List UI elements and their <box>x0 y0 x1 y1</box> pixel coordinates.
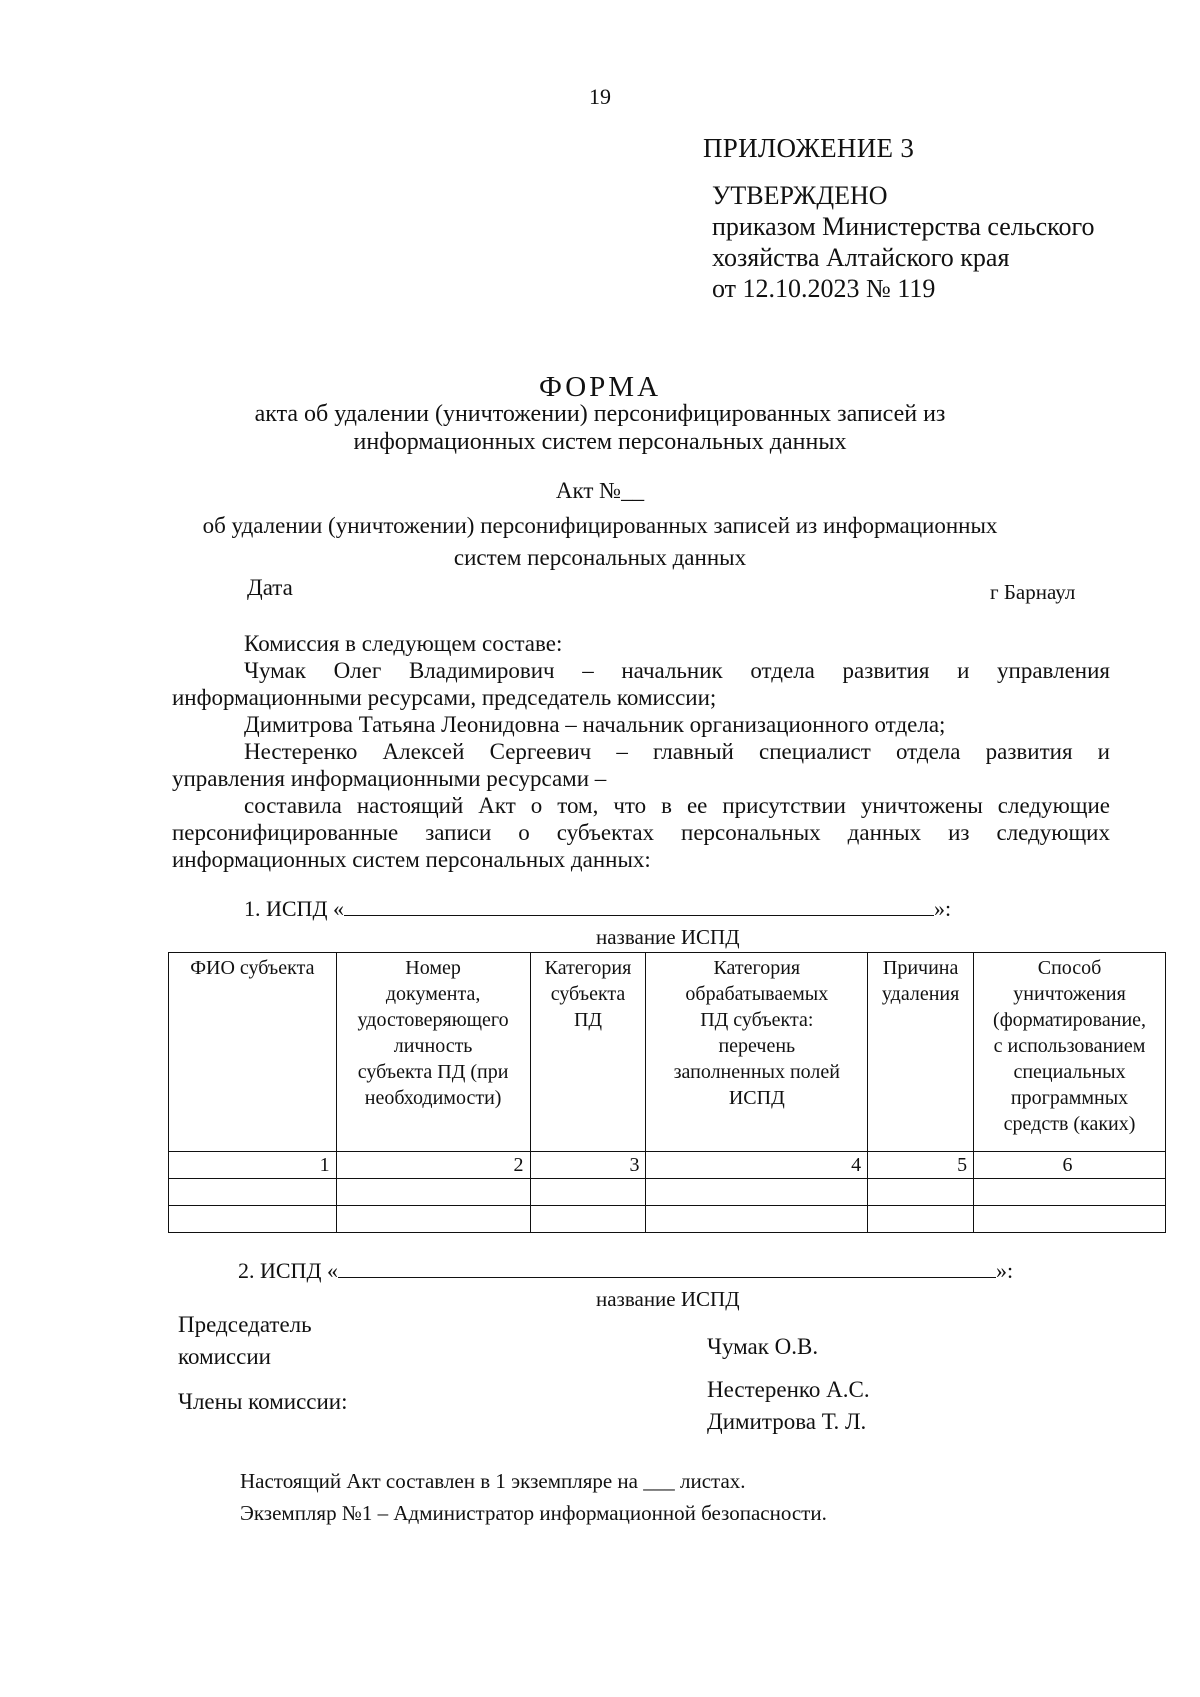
table-cell[interactable] <box>646 1206 868 1233</box>
approved-heading: УТВЕРЖДЕНО <box>712 181 888 210</box>
form-title: ФОРМА <box>538 371 662 403</box>
form-subtitle-line: информационных систем персональных данных <box>353 429 847 455</box>
page-number: 19 <box>589 84 611 109</box>
header-cell-data-category: Категория обрабатываемых ПД субъекта: перечень заполненных полей ИСПД <box>646 953 868 1152</box>
ispd-1-line <box>244 895 951 922</box>
commission-intro: Комиссия в следующем составе: <box>244 631 563 656</box>
ispd-1-name-field[interactable] <box>344 895 934 916</box>
table-cell[interactable] <box>169 1206 337 1233</box>
act-subtitle-line: об удалении (уничтожении) персонифицированных записей из информационных <box>202 513 998 538</box>
member3-line: Нестеренко Алексей Сергеевич – главный специалист отдела развития и <box>244 739 1110 764</box>
act-number: Акт №__ <box>555 478 645 503</box>
column-number: 2 <box>336 1152 530 1179</box>
member-name: Димитрова Т. Л. <box>707 1409 867 1434</box>
table-cell[interactable] <box>336 1206 530 1233</box>
ispd-1-suffix: »: <box>933 896 952 921</box>
date-label: Дата <box>247 575 293 600</box>
column-number: 4 <box>646 1152 868 1179</box>
ispd-2-caption: название ИСПД <box>596 1287 740 1311</box>
header-cell-subject-category: Категория субъекта ПД <box>530 953 646 1152</box>
header-cell-destruction-method: Способ уничтожения (форматирование, с использованием специальных программных средств (каких) <box>974 953 1166 1152</box>
member3-line-rest: управления информационными ресурсами – <box>172 766 607 791</box>
table-cell[interactable] <box>646 1179 868 1206</box>
header-cell-deletion-reason: Причина удаления <box>868 953 974 1152</box>
table-header-row <box>169 953 1166 1152</box>
column-number: 6 <box>974 1152 1166 1179</box>
table-cell[interactable] <box>868 1206 974 1233</box>
form-subtitle-line: акта об удалении (уничтожении) персонифицированных записей из <box>254 401 946 427</box>
ispd-2-prefix: 2. ИСПД « <box>238 1258 338 1283</box>
chairman-label-line: комиссии <box>178 1344 271 1369</box>
member2-line: Димитрова Татьяна Леонидовна – начальник организационного отдела; <box>244 712 946 737</box>
chairman-label <box>178 1309 312 1373</box>
ispd-1-prefix: 1. ИСПД « <box>244 896 344 921</box>
chairman-label-line: Председатель <box>178 1312 312 1337</box>
table-cell[interactable] <box>868 1179 974 1206</box>
table-cell[interactable] <box>530 1179 646 1206</box>
act-subtitle <box>0 510 1200 574</box>
appendix-label: ПРИЛОЖЕНИЕ 3 <box>703 133 915 163</box>
approved-line: хозяйства Алтайского края <box>712 243 1010 272</box>
members-label: Члены комиссии: <box>178 1389 348 1414</box>
header-cell-document-number: Номер документа, удостоверяющего личность субъекта ПД (при необходимости) <box>336 953 530 1152</box>
table-cell[interactable] <box>974 1179 1166 1206</box>
ispd-2-line <box>238 1257 1013 1284</box>
ispd-1-caption: название ИСПД <box>596 925 740 949</box>
act-subtitle-line: систем персональных данных <box>453 545 747 570</box>
member1-line: Чумак Олег Владимирович – начальник отдела развития и управления <box>244 658 1110 683</box>
member1-line-rest: информационными ресурсами, председатель комиссии; <box>172 685 717 710</box>
column-number: 3 <box>530 1152 646 1179</box>
ispd-2-name-field[interactable] <box>338 1257 996 1278</box>
ispd-2-suffix: »: <box>995 1258 1014 1283</box>
records-table <box>168 952 1166 1233</box>
member-names <box>707 1374 870 1438</box>
table-row <box>169 1179 1166 1206</box>
table-cell[interactable] <box>530 1206 646 1233</box>
statement-line: составила настоящий Акт о том, что в ее присутствии уничтожены следующие <box>244 793 1110 818</box>
table-cell[interactable] <box>974 1206 1166 1233</box>
commission-text <box>172 630 1110 873</box>
approved-line: приказом Министерства сельского <box>712 212 1095 241</box>
column-number-row <box>169 1152 1166 1179</box>
approved-line: от 12.10.2023 № 119 <box>712 274 936 303</box>
form-subtitle <box>0 400 1200 456</box>
header-cell-subject-name: ФИО субъекта <box>169 953 337 1152</box>
footer-copies-line: Настоящий Акт составлен в 1 экземпляре на ___ листах. <box>240 1469 746 1493</box>
table-row <box>169 1206 1166 1233</box>
footer <box>240 1465 827 1529</box>
chairman-name: Чумак О.В. <box>707 1334 819 1359</box>
member-name: Нестеренко А.С. <box>707 1377 870 1402</box>
table-cell[interactable] <box>336 1179 530 1206</box>
column-number: 5 <box>868 1152 974 1179</box>
footer-copy-holder-line: Экземпляр №1 – Администратор информационной безопасности. <box>240 1501 827 1525</box>
statement-line: информационных систем персональных данных: <box>172 847 651 872</box>
city-label: г Барнаул <box>990 580 1076 604</box>
table-cell[interactable] <box>169 1179 337 1206</box>
statement-line: персонифицированные записи о субъектах персональных данных из следующих <box>172 820 1110 845</box>
approval-block <box>712 180 1094 304</box>
column-number: 1 <box>169 1152 337 1179</box>
